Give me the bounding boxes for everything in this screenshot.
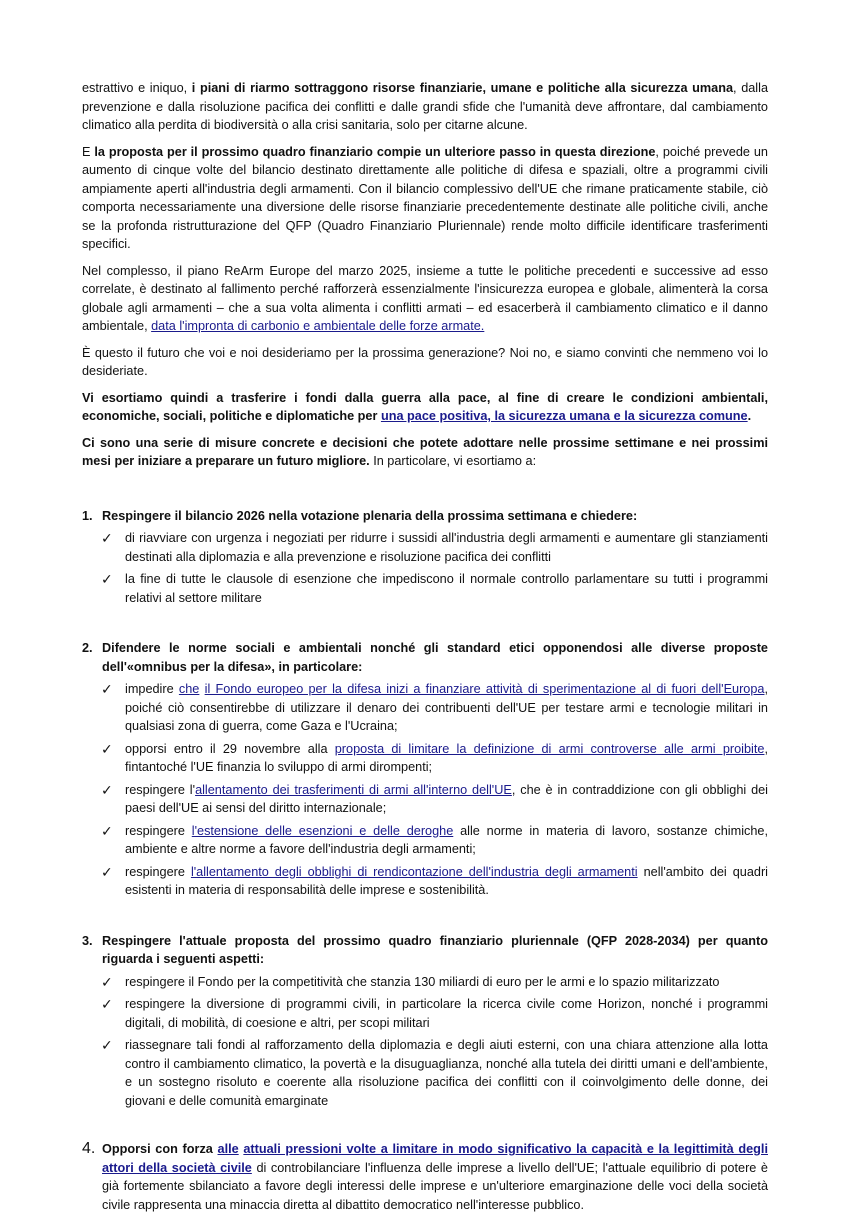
bold-text: Vi esortiamo quindi a trasferire i fondi dalla guerra alla pace, al fine di creare le condizioni ambientali, economiche, sociali, politiche e diplomatiche per xyxy=(82,390,768,423)
list-item-text xyxy=(125,781,768,818)
list-item xyxy=(82,740,768,777)
section-title: Respingere l'attuale proposta del prossimo quadro finanziario pluriennale (QFP 2028-2034) per quanto riguarda i seguenti aspetti: xyxy=(102,933,768,966)
document-page xyxy=(82,79,768,1214)
list-item xyxy=(82,781,768,818)
text: Nel complesso, il piano ReArm Europe del marzo 2025, insieme a tutte le politiche precedenti e successive ad esso correlate, è destinato al fallimento perché rafforzerà essenzialmente l'insicurezza europea e globale, alimenterà la corsa globale agli armamenti – che a sua volta alimenta i conflitti armati – ed esacerberà il cambiamento climatico e il danno ambientale, xyxy=(82,263,768,333)
list-item xyxy=(82,973,768,992)
bold-text: . xyxy=(747,409,752,423)
carbon-footprint-link[interactable]: data l'impronta di carbonio e ambientale delle forze armate. xyxy=(151,319,485,333)
checkmark-icon: ✓ xyxy=(101,973,113,990)
intro-paragraph-5 xyxy=(82,389,768,426)
intro-paragraph-1 xyxy=(82,79,768,135)
text: nell'ambito dei quadri esistenti in materia di responsabilità delle imprese e sostenibilità. xyxy=(125,864,768,897)
text: E xyxy=(82,144,95,159)
arms-transfers-link[interactable]: allentamento dei trasferimenti di armi all'interno dell'UE xyxy=(195,782,512,797)
intro-paragraph-6 xyxy=(82,434,768,471)
list-item xyxy=(82,570,768,607)
section-4 xyxy=(82,1140,768,1214)
section-heading xyxy=(82,507,768,526)
list-item-text: di riavviare con urgenza i negoziati per ridurre i sussidi all'industria degli armamenti e aumentare gli stanziamenti destinati alla diplomazia e alla prevenzione e risoluzione pacifica dei conflitti xyxy=(125,531,768,564)
reporting-obligations-link[interactable]: l'allentamento degli obblighi di rendicontazione dell'industria degli armamenti xyxy=(190,864,638,879)
text: , fintantoché l'UE finanzia lo sviluppo di armi dirompenti; xyxy=(125,741,768,774)
list-item-text xyxy=(125,740,768,777)
section-heading xyxy=(82,932,768,969)
civil-society-pressure-link[interactable]: attuali pressioni volte a limitare in modo significativo la capacità e la legittimità degli attori della società civile xyxy=(102,1142,768,1175)
checkmark-icon: ✓ xyxy=(101,571,113,587)
checkmark-icon: ✓ xyxy=(101,530,113,546)
section-heading xyxy=(82,1140,768,1214)
list-item xyxy=(82,1036,768,1110)
check-list xyxy=(82,680,768,900)
alle-link[interactable]: alle xyxy=(217,1142,239,1156)
bold-text: i piani di riarmo sottraggono risorse finanziarie, umane e politiche alla sicurezza umana xyxy=(191,81,734,95)
checkmark-icon: ✓ xyxy=(101,681,113,697)
check-list xyxy=(82,529,768,607)
list-item-text: respingere il Fondo per la competitività che stanzia 130 miliardi di euro per le armi e lo spazio militarizzato xyxy=(125,974,720,989)
text: respingere xyxy=(125,823,192,838)
intro-paragraph-3 xyxy=(82,262,768,336)
list-item-text: la fine di tutte le clausole di esenzione che impediscono il normale controllo parlamentare su tutti i programmi relativi al settore militare xyxy=(125,572,768,605)
bold-text: Ci sono una serie di misure concrete e decisioni che potete adottare nelle prossime settimane e nei prossimi mesi per iniziare a preparare un futuro migliore. xyxy=(82,435,768,468)
list-item-text: respingere la diversione di programmi civili, in particolare la ricerca civile come Horizon, nonché i programmi digitali, di mobilità, di coesione e altri, per scopi militari xyxy=(125,997,768,1030)
checkmark-icon: ✓ xyxy=(101,822,113,839)
text: estrattivo e iniquo, xyxy=(82,81,192,95)
section-title: Respingere il bilancio 2026 nella votazione plenaria della prossima settimana e chiedere: xyxy=(102,508,638,523)
section-title: Difendere le norme sociali e ambientali nonché gli standard etici opponendosi alle diverse proposte dell'«omnibus per la difesa», in particolare: xyxy=(102,641,768,674)
checkmark-icon: ✓ xyxy=(101,1037,113,1053)
text: In particolare, vi esortiamo a: xyxy=(369,454,537,468)
controversial-weapons-link[interactable]: proposta di limitare la definizione di armi controverse alle armi proibite xyxy=(334,741,765,756)
checkmark-icon: ✓ xyxy=(101,740,113,757)
section-number: 4. xyxy=(82,1140,96,1157)
text: , poiché prevede un aumento di cinque volte del bilancio destinato direttamente alle politiche di difesa e spaziali, oltre a programmi civili ampiamente aperti all'industria degli armamenti. Con il bilancio complessivo dell'UE che rimane praticamente stabile, ciò comporta necessariamente una diversione delle risorse finanziarie precedentemente destinate alle politiche civili, anche se la profonda ristrutturazione del QFP (Quadro Finanziario Pluriennale) rende molto difficile identificare trasferimenti specifici. xyxy=(82,144,768,251)
che-link[interactable]: che xyxy=(178,682,200,696)
bold-text: Opporsi con forza xyxy=(102,1142,218,1156)
defence-fund-link[interactable]: il Fondo europeo per la difesa inizi a finanziare attività di sperimentazione al di fuori dell'Europa xyxy=(204,682,765,696)
list-item xyxy=(82,529,768,566)
section-title xyxy=(102,1140,768,1214)
text: , dalla prevenzione e dalla risoluzione pacifica dei conflitti e dalle grandi sfide che l'umanità deve affrontare, dal cambiamento climatico alla perdita di biodiversità o alla crisi sanitaria, solo per citarne alcune. xyxy=(82,81,768,132)
list-item-text xyxy=(125,822,768,859)
section-2 xyxy=(82,639,768,900)
text: opporsi entro il 29 novembre alla xyxy=(125,741,335,756)
list-item-text: riassegnare tali fondi al rafforzamento della diplomazia e degli aiuti esterni, con una chiara attenzione alla lotta contro il cambiamento climatico, la povertà e la disuguaglianza, nonché alla tutela dei diritti umani e dell'ambiente, e un sostegno risoluto e coerente alla risoluzione pacifica dei conflitti con il coinvolgimento delle donne, dei giovani e delle comunità emarginate xyxy=(125,1038,768,1108)
section-heading xyxy=(82,639,768,676)
section-number: 1. xyxy=(82,508,93,523)
text: respingere xyxy=(125,864,191,879)
intro-paragraph-2 xyxy=(82,143,768,254)
bold-text: la proposta per il prossimo quadro finanziario compie un ulteriore passo in questa direzione xyxy=(94,144,656,159)
positive-peace-link[interactable]: una pace positiva, la sicurezza umana e la sicurezza comune xyxy=(380,409,748,423)
text: , poiché ciò consentirebbe di utilizzare il denaro dei contribuenti dell'UE per testare armi e tecnologie militari in qualsiasi zona di guerra, come Gaza e l'Ucraina; xyxy=(125,682,769,733)
checkmark-icon: ✓ xyxy=(101,996,113,1012)
section-number: 3. xyxy=(82,933,93,948)
section-1 xyxy=(82,507,768,608)
section-3 xyxy=(82,932,768,1111)
list-item xyxy=(82,995,768,1032)
check-list xyxy=(82,973,768,1111)
list-item xyxy=(82,680,768,736)
list-item-text xyxy=(125,863,768,900)
list-item-text xyxy=(125,680,768,736)
text: di controbilanciare l'influenza delle imprese a livello dell'UE; l'attuale equilibrio di potere è già fortemente sbilanciato a favore degli interessi delle imprese e un'ulteriore emarginazione delle voci della società civile rappresenta una minaccia diretta al dibattito democratico nell'interesse pubblico. xyxy=(102,1160,768,1212)
exemptions-link[interactable]: l'estensione delle esenzioni e delle deroghe xyxy=(191,823,454,838)
text: respingere l' xyxy=(125,782,196,797)
intro-paragraph-4: È questo il futuro che voi e noi desideriamo per la prossima generazione? Noi no, e siamo convinti che nemmeno voi lo desideriate. xyxy=(82,345,768,378)
list-item xyxy=(82,822,768,859)
list-item xyxy=(82,863,768,900)
text: , che è in contraddizione con gli obblighi dei paesi dell'UE ai sensi del diritto internazionale; xyxy=(125,782,768,815)
text: impedire xyxy=(125,682,179,696)
checkmark-icon: ✓ xyxy=(101,863,113,880)
checkmark-icon: ✓ xyxy=(101,781,113,798)
text: alle norme in materia di lavoro, sostanze chimiche, ambiente e altre norme a favore dell'industria degli armamenti; xyxy=(125,823,768,856)
section-number: 2. xyxy=(82,641,93,655)
